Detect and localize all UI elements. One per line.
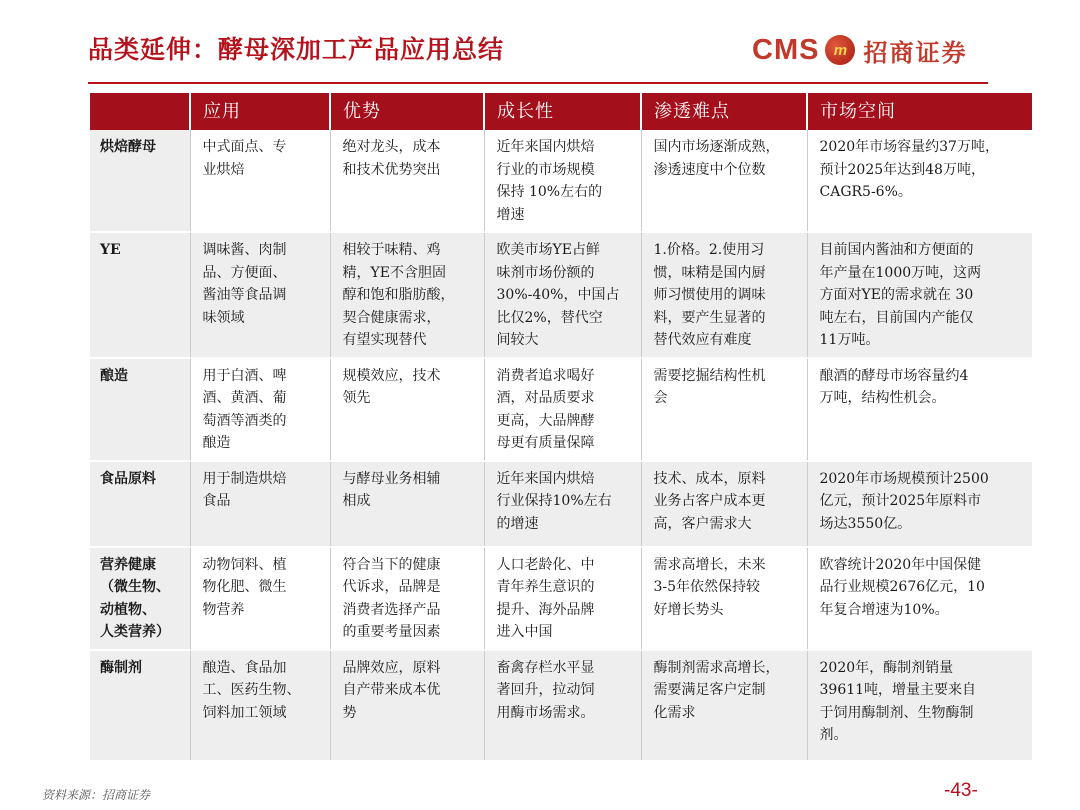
cell-growth: 近年来国内烘焙 行业的市场规模 保持 10%左右的 增速 (484, 130, 641, 232)
row-category: 营养健康 （微生物、 动植物、 人类营养） (90, 547, 190, 650)
table-row (90, 232, 1032, 358)
cell-market: 酿酒的酵母市场容量约4 万吨，结构性机会。 (807, 358, 1032, 461)
column-header (90, 93, 190, 130)
table-row (90, 461, 1032, 547)
column-header-application: 应用 (190, 93, 330, 130)
page-number: -43- (944, 780, 978, 801)
row-category: 食品原料 (90, 461, 190, 547)
table-row (90, 130, 1032, 232)
cell-difficulty: 1.价格。2.使用习 惯，味精是国内厨 师习惯使用的调味 料，要产生显著的 替代效应有难度 (641, 232, 807, 358)
row-category: YE (90, 232, 190, 358)
source-note: 资料来源：招商证券 (42, 788, 151, 802)
cell-market: 目前国内酱油和方便面的 年产量在1000万吨，这两 方面对YE的需求就在 30 吨左右，目前国内产能仅 11万吨。 (807, 232, 1032, 358)
cell-advantage: 与酵母业务相辅 相成 (330, 461, 484, 547)
title-divider (88, 82, 988, 84)
cell-advantage: 符合当下的健康 代诉求，品牌是 消费者选择产品 的重要考量因素 (330, 547, 484, 650)
row-category: 烘焙酵母 (90, 130, 190, 232)
cell-growth: 近年来国内烘焙 行业保持10%左右 的增速 (484, 461, 641, 547)
table-row (90, 358, 1032, 461)
logo-text: CMS (752, 33, 820, 66)
table-row (90, 650, 1032, 761)
cell-growth: 畜禽存栏水平显 著回升，拉动饲 用酶市场需求。 (484, 650, 641, 761)
cell-advantage: 绝对龙头，成本 和技术优势突出 (330, 130, 484, 232)
row-category: 酶制剂 (90, 650, 190, 761)
cell-application: 中式面点、专 业烘焙 (190, 130, 330, 232)
cell-advantage: 规模效应，技术 领先 (330, 358, 484, 461)
page-title: 品类延伸：酵母深加工产品应用总结 (88, 35, 505, 64)
summary-table (90, 93, 1032, 762)
row-category: 酿造 (90, 358, 190, 461)
cell-difficulty: 技术、成本，原料 业务占客户成本更 高，客户需求大 (641, 461, 807, 547)
cell-advantage: 相较于味精、鸡 精，YE不含胆固 醇和饱和脂肪酸， 契合健康需求， 有望实现替代 (330, 232, 484, 358)
cell-difficulty: 国内市场逐渐成熟， 渗透速度中个位数 (641, 130, 807, 232)
cell-difficulty: 需求高增长，未来 3-5年依然保持较 好增长势头 (641, 547, 807, 650)
cell-growth: 消费者追求喝好 酒，对品质要求 更高，大品牌酵 母更有质量保障 (484, 358, 641, 461)
cell-growth: 人口老龄化、中 青年养生意识的 提升、海外品牌 进入中国 (484, 547, 641, 650)
column-header-advantage: 优势 (330, 93, 484, 130)
cell-market: 欧睿统计2020年中国保健 品行业规模2676亿元，10 年复合增速为10%。 (807, 547, 1032, 650)
cell-advantage: 品牌效应，原料 自产带来成本优 势 (330, 650, 484, 761)
cell-application: 调味酱、肉制 品、方便面、 酱油等食品调 味领域 (190, 232, 330, 358)
cell-market: 2020年，酶制剂销量 39611吨，增量主要来自 于饲用酶制剂、生物酶制 剂。 (807, 650, 1032, 761)
cell-market: 2020年市场规模预计2500 亿元，预计2025年原料市 场达3550亿。 (807, 461, 1032, 547)
cell-application: 用于白酒、啤 酒、黄酒、葡 萄酒等酒类的 酿造 (190, 358, 330, 461)
cell-difficulty: 酶制剂需求高增长， 需要满足客户定制 化需求 (641, 650, 807, 761)
cell-application: 用于制造烘焙 食品 (190, 461, 330, 547)
table-row (90, 547, 1032, 650)
cell-growth: 欧美市场YE占鲜 味剂市场份额的 30%-40%，中国占 比仅2%，替代空 间较大 (484, 232, 641, 358)
table-header-row (90, 93, 1032, 130)
column-header-market: 市场空间 (807, 93, 1032, 130)
cell-market: 2020年市场容量约37万吨， 预计2025年达到48万吨， CAGR5-6%。 (807, 130, 1032, 232)
cell-difficulty: 需要挖掘结构性机 会 (641, 358, 807, 461)
column-header-difficulty: 渗透难点 (641, 93, 807, 130)
cell-application: 动物饲料、植 物化肥、微生 物营养 (190, 547, 330, 650)
cell-application: 酿造、食品加 工、医药生物、 饲料加工领域 (190, 650, 330, 761)
company-logo (752, 28, 967, 72)
logo-badge-icon: m (825, 35, 855, 65)
logo-chinese-name: 招商证券 (863, 38, 968, 67)
column-header-growth: 成长性 (484, 93, 641, 130)
